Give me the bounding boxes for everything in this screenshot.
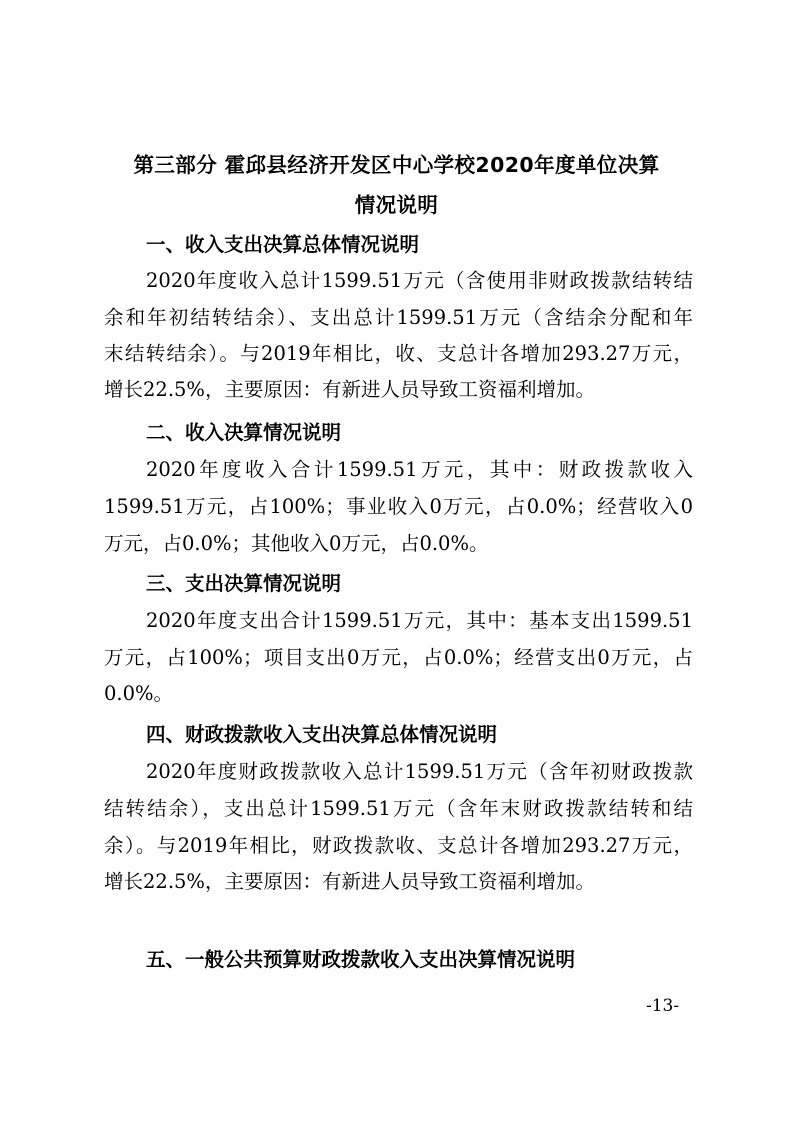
section-1-heading: 一、收入支出决算总体情况说明 [146, 233, 420, 256]
section-2-line-1: 2020年度收入合计1599.51万元，其中：财政拨款收入 [146, 458, 693, 481]
section-1-line-2: 余和年初结转结余）、支出总计1599.51万元（含结余分配和年 [104, 306, 693, 329]
section-3-heading: 三、支出决算情况说明 [146, 572, 342, 595]
section-2-line-3: 万元，占0.0%；其他收入0万元，占0.0%。 [104, 532, 489, 555]
page-title: 第三部分 霍邱县经济开发区中心学校2020年度单位决算 [133, 153, 660, 177]
section-2-heading: 二、收入决算情况说明 [146, 421, 342, 444]
section-1-line-3: 末结转结余）。与2019年相比，收、支总计各增加293.27万元， [104, 342, 693, 365]
section-2-line-2: 1599.51万元，占100%；事业收入0万元，占0.0%；经营收入0 [104, 495, 693, 518]
section-5-heading: 五、一般公共预算财政拨款收入支出决算情况说明 [146, 948, 576, 971]
section-4-line-1: 2020年度财政拨款收入总计1599.51万元（含年初财政拨款 [146, 760, 693, 783]
section-3-line-3: 0.0%。 [104, 682, 174, 705]
section-4-line-4: 增长22.5%，主要原因：有新进人员导致工资福利增加。 [104, 870, 595, 893]
section-4-line-3: 余）。与2019年相比，财政拨款收、支总计各增加293.27万元， [104, 834, 693, 857]
section-4-heading: 四、财政拨款收入支出决算总体情况说明 [146, 723, 498, 746]
page-title-line2: 情况说明 [354, 193, 439, 217]
section-3-line-1: 2020年度支出合计1599.51万元，其中：基本支出1599.51 [146, 609, 693, 632]
section-4-line-2: 结转结余），支出总计1599.51万元（含年末财政拨款结转和结 [104, 797, 693, 820]
section-1-line-4: 增长22.5%，主要原因：有新进人员导致工资福利增加。 [104, 378, 595, 401]
page-number: -13- [646, 996, 680, 1016]
section-3-line-2: 万元，占100%；项目支出0万元，占0.0%；经营支出0万元，占 [104, 646, 693, 669]
section-1-line-1: 2020年度收入总计1599.51万元（含使用非财政拨款结转结 [146, 269, 693, 292]
